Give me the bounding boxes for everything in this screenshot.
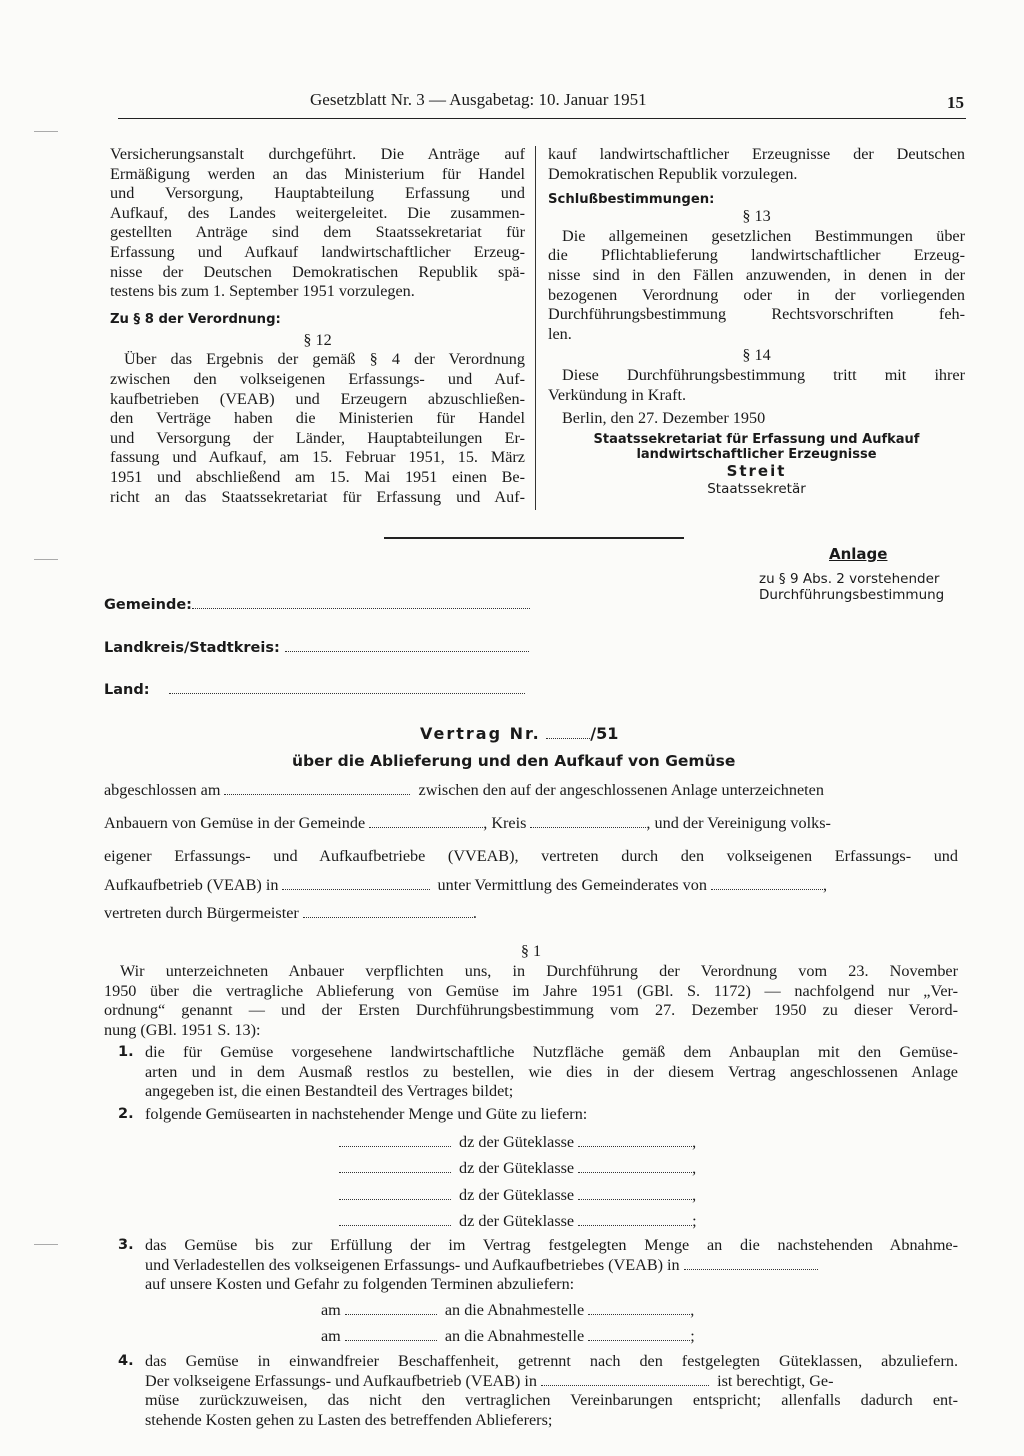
- contract-line-2: [104, 814, 831, 834]
- text: , und der Vereinigung volks-: [646, 814, 831, 832]
- section-heading: § 12: [303, 330, 332, 349]
- label-text: Landkreis/Stadtkreis:: [104, 640, 280, 656]
- item-1: [145, 1043, 958, 1102]
- subheading: Zu § 8 der Verordnung:: [110, 311, 281, 327]
- section1-intro: [104, 962, 958, 1040]
- separator-rule: [384, 537, 684, 539]
- text: .: [472, 904, 477, 922]
- date-line: Berlin, den 27. Dezember 1950: [562, 409, 766, 428]
- signatory-org: landwirtschaftlicher Erzeugnisse: [636, 446, 877, 462]
- text-line: gestellten Anträge sind dem Staatssekretariat für: [110, 223, 525, 242]
- quantity-field[interactable]: [339, 1134, 451, 1147]
- text-line: Ermäßigung werden an das Ministerium für Handel: [110, 164, 525, 183]
- quantity-field[interactable]: [339, 1187, 451, 1200]
- text-line: Über das Ergebnis der gemäß § 4 der Verordnung: [124, 350, 525, 369]
- form-label-gemeinde: [104, 596, 530, 616]
- text: unter Vermittlung des Gemeinderates von: [437, 876, 707, 894]
- text: ist berechtigt, Ge-: [717, 1371, 834, 1390]
- delivery-row: [321, 1327, 695, 1347]
- page-number: 15: [947, 93, 964, 112]
- punct: ,: [690, 1301, 695, 1319]
- text-line: nisse der Deutschen Demokratischen Republik spä-: [110, 262, 525, 281]
- text: eigener Erfassungs- und Aufkaufbetriebe (VVEAB), vertreten durch den volkseigenen Erfassungs- und: [104, 847, 958, 865]
- text-line: kauf landwirtschaftlicher Erzeugnisse der Deutschen: [548, 145, 965, 163]
- text-line: bezogenen Verordnung oder in der vorliegenden: [548, 285, 965, 304]
- quantity-field[interactable]: [339, 1160, 451, 1173]
- item-number: 2.: [118, 1106, 134, 1122]
- punct: ,: [692, 1133, 697, 1151]
- text-line: die für Gemüse vorgesehene landwirtschaftliche Nutzfläche gemäß dem Anbauplan mit den Gemüse-: [145, 1043, 958, 1061]
- quality-class-field[interactable]: [578, 1187, 692, 1200]
- text-line: testens bis zum 1. September 1951 vorzulegen.: [110, 282, 415, 301]
- contract-title-text: Vertrag Nr.: [420, 724, 541, 743]
- text: und Verladestellen des volkseigenen Erfassungs- und Aufkaufbetriebes (VEAB) in: [145, 1255, 680, 1274]
- text-line: Demokratischen Republik vorzulegen.: [548, 164, 798, 183]
- text-line: len.: [548, 324, 572, 343]
- text: zwischen den auf der angeschlossenen Anlage unterzeichneten: [418, 781, 824, 799]
- label-text: Gemeinde:: [104, 597, 192, 613]
- quality-row: [339, 1212, 697, 1232]
- annex-ref-line: Durchführungsbestimmung: [759, 587, 945, 603]
- quality-row: [339, 1133, 696, 1153]
- text-line: Wir unterzeichneten Anbauer verpflichten uns, in Durchführung der Verordnung vom 23. November: [120, 962, 958, 980]
- item-number: 1.: [118, 1044, 134, 1060]
- text-line: das Gemüse in einwandfreier Beschaffenheit, getrennt nach den festgelegten Güteklassen, abzuliefern.: [145, 1352, 958, 1370]
- quality-row: [339, 1186, 696, 1206]
- form-label-land: [104, 681, 525, 701]
- municipality-field[interactable]: [369, 815, 483, 828]
- quality-class-field[interactable]: [578, 1134, 692, 1147]
- collection-point-field[interactable]: [588, 1302, 690, 1315]
- right-column: [548, 145, 965, 497]
- text-line: den Verträge haben die Ministerien für Handel: [110, 409, 525, 428]
- text-line: 1951 und abschließend am 15. Mai 1951 einen Be-: [110, 467, 525, 486]
- item-number: 3.: [118, 1237, 134, 1253]
- text-line: zwischen den volkseigenen Erfassungs- und Auf-: [110, 369, 525, 388]
- punct: ,: [692, 1159, 697, 1177]
- delivery-date-field[interactable]: [345, 1328, 437, 1341]
- text-line: und Versorgung der Länder, Hauptabteilungen Er-: [110, 428, 525, 447]
- punct: ;: [692, 1212, 697, 1230]
- section-heading: § 1: [520, 942, 542, 960]
- delivery-date-field[interactable]: [345, 1302, 437, 1315]
- annex-ref-line: zu § 9 Abs. 2 vorstehender: [759, 571, 940, 587]
- text-line: 1950 über die vertragliche Ablieferung von Gemüse im Jahre 1951 (GBl. S. 1172) — nachfolgend nur „Ver-: [104, 981, 958, 1000]
- signatory-title: Staatssekretär: [707, 481, 806, 498]
- item-3: [145, 1236, 958, 1295]
- text-line: stehende Kosten gehen zu Lasten des betreffenden Ablieferers;: [145, 1410, 553, 1429]
- item-number: 4.: [118, 1353, 134, 1369]
- contract-number-field[interactable]: [546, 726, 590, 739]
- contract-line-5: [104, 904, 477, 924]
- contract-line-1: [104, 781, 824, 801]
- text-line: Erfassung und Aufkauf landwirtschaftlicher Erzeug-: [110, 242, 525, 261]
- text: Aufkaufbetrieb (VEAB) in: [104, 876, 279, 894]
- text-line: ordnung“ genannt — und der Ersten Durchführungsbestimmung vom 27. Dezember 1950 zu dieser Verord-: [104, 1001, 958, 1020]
- text: an die Abnahmestelle: [444, 1301, 585, 1319]
- council-field[interactable]: [711, 877, 823, 890]
- header-rule: [118, 118, 966, 119]
- signatory-org: Staatssekretariat für Erfassung und Aufkauf: [593, 431, 920, 447]
- text: am: [321, 1327, 341, 1345]
- label-text: Land:: [104, 682, 150, 698]
- annex-reference: [759, 571, 944, 603]
- text: Anbauern von Gemüse in der Gemeinde: [104, 814, 366, 832]
- form-label-landkreis: [104, 639, 529, 659]
- column-divider: [535, 146, 536, 510]
- text-line: auf unsere Kosten und Gefahr zu folgenden Terminen abzuliefern:: [145, 1275, 575, 1294]
- subheading: Schlußbestimmungen:: [548, 192, 715, 208]
- margin-mark: [34, 559, 58, 560]
- text: vertreten durch Bürgermeister: [104, 904, 299, 922]
- margin-mark: [34, 1244, 58, 1245]
- collection-point-field[interactable]: [588, 1328, 690, 1341]
- text-line: Versicherungsanstalt durchgeführt. Die Anträge auf: [110, 145, 525, 163]
- item-4: [145, 1352, 958, 1430]
- signatory-name: Streit: [726, 461, 787, 480]
- text: an die Abnahmestelle: [444, 1327, 585, 1345]
- text-line: Verkündung in Kraft.: [548, 385, 687, 404]
- margin-mark: [34, 131, 58, 132]
- text: dz der Güteklasse: [459, 1186, 575, 1204]
- text-line: müse zurückzuweisen, das nicht den vertraglichen Vereinbarungen entspricht; allenfalls dadurch ent-: [145, 1391, 958, 1410]
- concluded-date-field[interactable]: [224, 782, 410, 795]
- text-line: nisse sind in den Fällen anzuwenden, in denen in der: [548, 265, 965, 284]
- text: dz der Güteklasse: [459, 1159, 575, 1177]
- mayor-field[interactable]: [303, 905, 473, 918]
- section-heading: § 14: [742, 346, 771, 365]
- text-line: nung (GBl. 1951 S. 13):: [104, 1020, 261, 1039]
- text-line: fassung und Aufkauf, am 15. Februar 1951, 15. März: [110, 448, 525, 467]
- quality-class-field[interactable]: [578, 1213, 692, 1226]
- text-line: [145, 1256, 958, 1276]
- text: ,: [823, 876, 828, 894]
- text-line: und Versorgung, Hauptabteilung Erfassung und: [110, 184, 525, 203]
- text-line: das Gemüse bis zur Erfüllung der im Vertrag festgelegten Menge an die nachstehenden Abnahme-: [145, 1236, 958, 1254]
- text-line: Aufkauf, des Landes weitergeleitet. Die zusammen-: [110, 203, 525, 222]
- section-heading: § 13: [742, 207, 771, 226]
- delivery-row: [321, 1301, 694, 1321]
- text-line: kaufbetrieben (VEAB) und Erzeugern abzuschließen-: [110, 389, 525, 408]
- left-column: [110, 145, 525, 507]
- delivery-location-field[interactable]: [684, 1257, 818, 1270]
- text: dz der Güteklasse: [459, 1133, 575, 1151]
- text-line: richt an das Staatssekretariat für Erfassung und Auf-: [110, 487, 525, 506]
- contract-subtitle: über die Ablieferung und den Aufkauf von Gemüse: [292, 752, 736, 770]
- text: , Kreis: [483, 814, 527, 832]
- text-line: Die allgemeinen gesetzlichen Bestimmungen über: [562, 226, 965, 245]
- text-line: Durchführungsbestimmung Rechtsvorschriften feh-: [548, 305, 965, 324]
- land-field[interactable]: [169, 681, 525, 694]
- contract-title-suffix: /51: [590, 724, 619, 743]
- veab-location-field[interactable]: [282, 877, 430, 890]
- gemeinde-field[interactable]: [192, 596, 530, 609]
- district-field[interactable]: [530, 815, 646, 828]
- annex-label: Anlage: [829, 545, 888, 563]
- text-line: arten und in dem Ausmaß restlos zu bestellen, wie dies in der diesem Vertrag angeschlossenen Anlage: [145, 1062, 958, 1081]
- text: abgeschlossen am: [104, 781, 221, 799]
- punct: ,: [692, 1186, 697, 1204]
- text: dz der Güteklasse: [459, 1212, 575, 1230]
- veab-location-field[interactable]: [541, 1373, 709, 1386]
- text-line: angegeben ist, die einen Bestandteil des Vertrages bildet;: [145, 1082, 514, 1101]
- text-line: [145, 1372, 958, 1392]
- punct: ;: [690, 1327, 695, 1345]
- page-header-title: Gesetzblatt Nr. 3 — Ausgabetag: 10. Januar 1951: [310, 90, 647, 109]
- text-line: Diese Durchführungsbestimmung tritt mit ihrer: [562, 365, 965, 384]
- contract-line-3: [104, 847, 958, 867]
- item-2-text: folgende Gemüsearten in nachstehender Menge und Güte zu liefern:: [145, 1105, 588, 1123]
- text-line: die Pflichtablieferung landwirtschaftlicher Erzeug-: [548, 246, 965, 265]
- quality-row: [339, 1159, 696, 1179]
- landkreis-field[interactable]: [285, 639, 529, 652]
- text: Der volkseigene Erfassungs- und Aufkaufbetrieb (VEAB) in: [145, 1371, 537, 1390]
- quantity-field[interactable]: [339, 1213, 451, 1226]
- quality-class-field[interactable]: [578, 1160, 692, 1173]
- contract-line-4: [104, 876, 827, 896]
- contract-title: [420, 724, 618, 744]
- text: am: [321, 1301, 341, 1319]
